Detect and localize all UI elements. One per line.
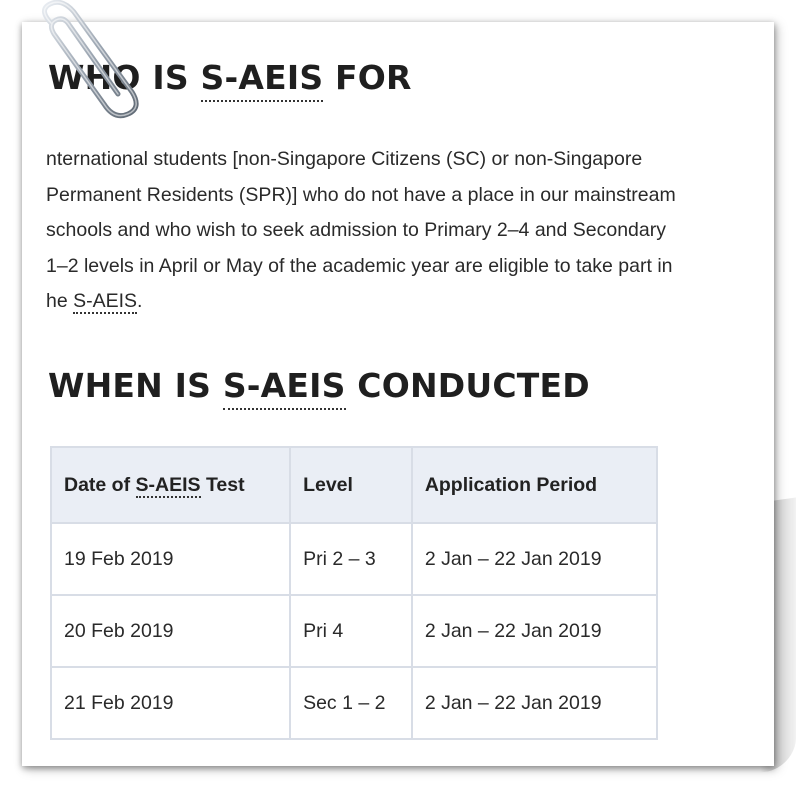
- paragraph-line: Permanent Residents (SPR)] who do not have a place in our mainstream: [46, 183, 676, 206]
- cell-level: Sec 1 – 2: [290, 667, 412, 739]
- heading-who-prefix: WHO IS: [48, 58, 201, 97]
- paragraph-line: 1–2 levels in April or May of the academic year are eligible to take part in: [46, 254, 673, 277]
- paragraph-line: schools and who wish to seek admission to Primary 2–4 and Secondary: [46, 219, 666, 241]
- header-date-prefix: Date of: [64, 473, 136, 496]
- table-row: [51, 595, 657, 667]
- cell-period: 2 Jan – 22 Jan 2019: [412, 667, 657, 739]
- heading-when-suffix: CONDUCTED: [345, 366, 590, 405]
- heading-who-abbr[interactable]: S-AEIS: [201, 58, 324, 102]
- paperclip-icon: [30, 0, 140, 130]
- cell-date: 20 Feb 2019: [51, 595, 290, 667]
- schedule-table: [50, 446, 658, 740]
- cell-level: Pri 2 – 3: [290, 523, 412, 595]
- header-date-abbr[interactable]: S-AEIS: [135, 473, 201, 496]
- header-period: Application Period: [412, 447, 657, 523]
- document-content: [22, 22, 774, 766]
- heading-who-suffix: FOR: [323, 58, 412, 97]
- cell-period: 2 Jan – 22 Jan 2019: [412, 523, 657, 595]
- table-header-row: [51, 447, 657, 523]
- header-date: [51, 447, 290, 523]
- paragraph-line5-suffix: .: [137, 290, 143, 312]
- table-row: [51, 523, 657, 595]
- paragraph-line: [46, 284, 746, 320]
- header-level: Level: [290, 447, 412, 523]
- eligibility-paragraph: [46, 142, 746, 320]
- heading-when-conducted: [48, 366, 590, 405]
- cell-period: 2 Jan – 22 Jan 2019: [412, 595, 657, 667]
- heading-when-abbr[interactable]: S-AEIS: [223, 366, 346, 410]
- paragraph-line: nternational students [non-Singapore Citizens (SC) or non-Singapore: [46, 148, 643, 170]
- paragraph-abbr[interactable]: S-AEIS: [73, 290, 138, 312]
- cell-level: Pri 4: [290, 595, 412, 667]
- document-page: [22, 22, 774, 766]
- heading-when-prefix: WHEN IS: [48, 366, 223, 405]
- cell-date: 21 Feb 2019: [51, 667, 290, 739]
- paragraph-line5-prefix: he: [46, 290, 74, 312]
- cell-date: 19 Feb 2019: [51, 523, 290, 595]
- header-date-suffix: Test: [200, 473, 245, 496]
- table-row: [51, 667, 657, 739]
